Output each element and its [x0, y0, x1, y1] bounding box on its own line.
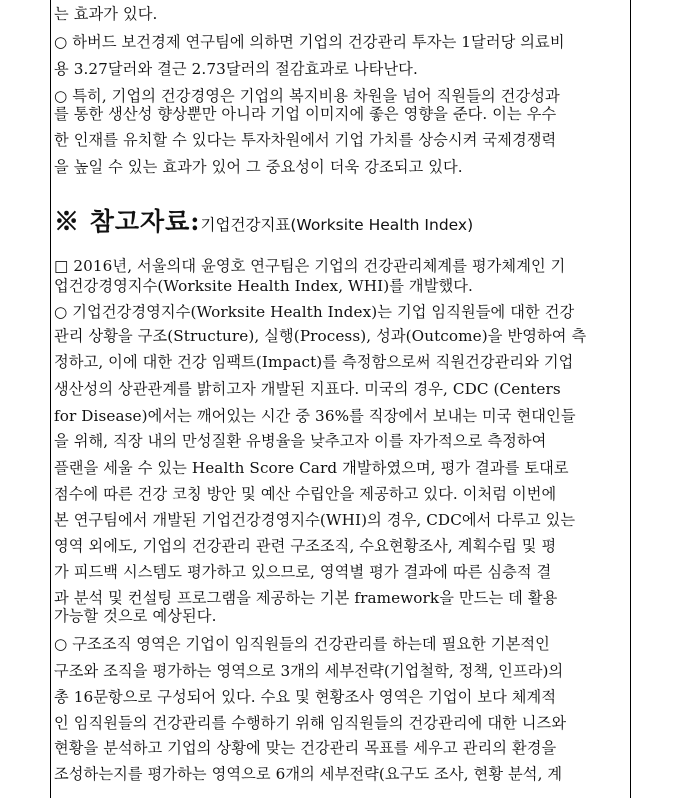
text-line: 구조와 조직을 평가하는 영역으로 3개의 세부전략(기업철학, 정책, 인프라)의 — [54, 662, 564, 680]
text-line: 한 인재를 유치할 수 있다는 투자차원에서 기업 가치를 상승시켜 국제경쟁력 — [54, 131, 557, 149]
text-line: 현황을 분석하고 기업의 상황에 맞는 건강관리 목표를 세우고 관리의 환경을 — [54, 739, 557, 757]
text-line: 영역 외에도, 기업의 건강관리 관련 구조조직, 수요현황조사, 계획수립 및 평 — [54, 537, 557, 555]
text-line: 점수에 따른 건강 코칭 방안 및 예산 수립안을 제공하고 있다. 이처럼 이번에 — [54, 485, 557, 503]
text-line: ○ 구조조직 영역은 기업이 임직원들의 건강관리를 하는데 필요한 기본적인 — [54, 635, 550, 653]
text-line: □ 2016년, 서울의대 윤영호 연구팀은 기업의 건강관리체계를 평가체계인 기 — [54, 257, 566, 275]
text-line: 생산성의 상관관계를 밝히고자 개발된 지표다. 미국의 경우, CDC (Centers — [54, 380, 561, 398]
text-line: 플랜을 세울 수 있는 Health Score Card 개발하였으며, 평가 결과를 토대로 — [54, 459, 569, 477]
text-line: 을 높일 수 있는 효과가 있어 그 중요성이 더욱 강조되고 있다. — [54, 158, 463, 176]
text-line: 인 임직원들의 건강관리를 수행하기 위해 임직원들의 건강관리에 대한 니즈와 — [54, 714, 567, 732]
text-line: 는 효과가 있다. — [54, 5, 158, 23]
text-line: 관리 상황을 구조(Structure), 실행(Process), 성과(Outcome)을 반영하여 측 — [54, 327, 587, 345]
text-line: 조성하는지를 평가하는 영역으로 6개의 세부전략(요구도 조사, 현황 분석, 계 — [54, 765, 563, 783]
text-line: for Disease)에서는 깨어있는 시간 중 36%를 직장에서 보내는 미국 현대인들 — [54, 407, 576, 425]
heading-subtitle: 기업건강지표(Worksite Health Index) — [200, 216, 474, 234]
section-heading — [54, 204, 473, 243]
heading-prefix: ※ 참고자료: — [54, 207, 201, 236]
text-line: 본 연구팀에서 개발된 기업건강경영지수(WHI)의 경우, CDC에서 다루고 있는 — [54, 511, 576, 529]
text-line: ○ 하버드 보건경제 연구팀에 의하면 기업의 건강관리 투자는 1달러당 의료비 — [54, 33, 565, 51]
text-line: 용 3.27달러와 결근 2.73달러의 절감효과로 나타난다. — [54, 60, 418, 78]
text-line: 를 통한 생산성 향상뿐만 아니라 기업 이미지에 좋은 영향을 준다. 이는 우수 — [54, 105, 557, 123]
text-line: 과 분석 및 컨설팅 프로그램을 제공하는 기본 framework을 만드는 데 활용 — [54, 589, 558, 607]
text-line: 업건강경영지수(Worksite Health Index, WHI)를 개발했다. — [54, 277, 473, 295]
text-line: 가능할 것으로 예상된다. — [54, 607, 217, 625]
text-line: ○ 기업건강경영지수(Worksite Health Index)는 기업 임직원들에 대한 건강 — [54, 303, 575, 321]
text-line: 총 16문항으로 구성되어 있다. 수요 및 현황조사 영역은 기업이 보다 체계적 — [54, 688, 557, 706]
text-line: 가 피드백 시스템도 평가하고 있으므로, 영역별 평가 결과에 따른 심층적 결 — [54, 563, 552, 581]
text-line: ○ 특히, 기업의 건강경영은 기업의 복지비용 차원을 넘어 직원들의 건강성과 — [54, 87, 560, 105]
text-line: 정하고, 이에 대한 건강 임팩트(Impact)를 측정함으로써 직원건강관리와 기업 — [54, 353, 574, 371]
text-line: 을 위해, 직장 내의 만성질환 유병율을 낮추고자 이를 자가적으로 측정하여 — [54, 432, 547, 450]
